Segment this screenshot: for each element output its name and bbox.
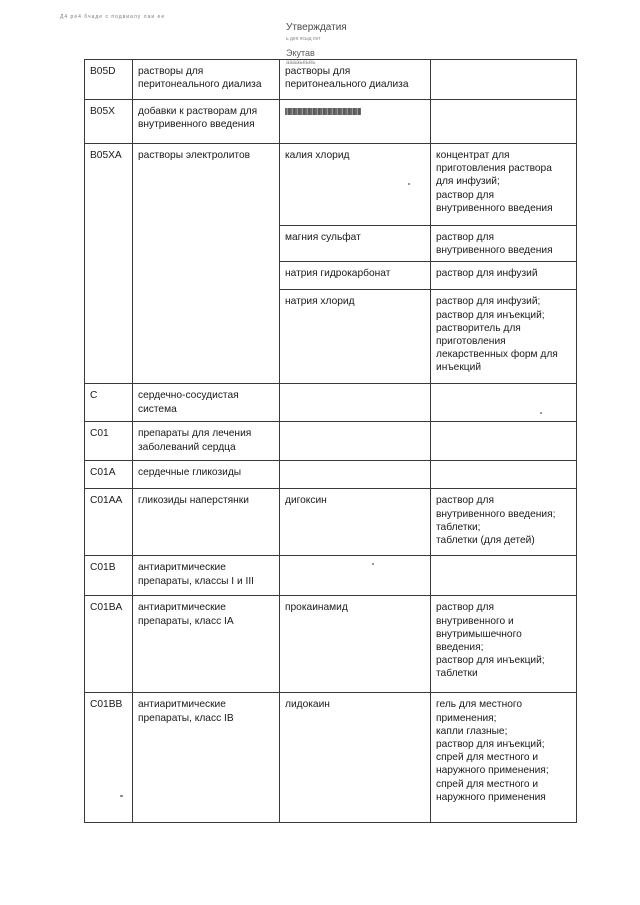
table-row: [85, 422, 577, 461]
cell-text-line: раствор для: [436, 189, 494, 201]
dosage-form-cell: [431, 144, 577, 226]
substance-name-cell: [280, 226, 431, 262]
cell-text-line: гель для местного: [436, 699, 523, 711]
atc-code-cell: C01A: [85, 461, 133, 489]
substance-name-cell: [280, 262, 431, 290]
substance-name-cell: [280, 596, 431, 693]
cell-text-line: приготовления: [436, 336, 506, 348]
cell-text-line: растворы для: [285, 66, 351, 77]
cell-text-line: система: [138, 403, 177, 415]
cell-text-line: для инфузий;: [436, 176, 500, 188]
cell-text-line: растворитель для: [436, 322, 521, 334]
substance-name-cell: [280, 489, 431, 556]
table-row: [85, 461, 577, 489]
cell-text-line: препараты, классы I и III: [138, 575, 254, 587]
atc-code-cell: B05D: [85, 60, 133, 100]
scan-speck: [408, 183, 410, 185]
cell-text-line: лидокаин: [285, 699, 330, 711]
atc-code-cell: C01BB: [85, 693, 133, 823]
cell-text-line: антиаритмические: [138, 602, 226, 614]
scan-speck: [120, 795, 123, 797]
atc-code-cell: C01BA: [85, 596, 133, 693]
substance-name-cell: [280, 100, 431, 144]
cell-text-line: таблетки: [436, 668, 478, 680]
dosage-form-cell: [431, 489, 577, 556]
cell-text-line: перитонеального диализа: [285, 79, 409, 91]
cell-text-line: раствор для: [436, 232, 494, 243]
anatomical-group-cell: [133, 100, 280, 144]
cell-text-line: сердечно-сосудистая: [138, 390, 239, 402]
cell-text-line: заболеваний сердца: [138, 441, 236, 453]
anatomical-group-cell: [133, 556, 280, 596]
dosage-form-cell: [431, 384, 577, 422]
dosage-form-cell: [431, 262, 577, 290]
table-row: [85, 100, 577, 144]
atc-code-cell: B05XA: [85, 144, 133, 384]
drug-classification-table: [84, 59, 577, 823]
table-body: [85, 60, 577, 823]
dosage-form-cell: [431, 226, 577, 262]
dosage-form-cell: [431, 556, 577, 596]
table-row: [85, 60, 577, 100]
cell-text-line: прокаинамид: [285, 602, 348, 614]
cell-text-line: приготовления раствора: [436, 163, 552, 175]
cell-text-line: внутривенного введения: [436, 202, 553, 214]
cell-text-line: калия хлорид: [285, 150, 350, 161]
cell-text-line: применения;: [436, 712, 497, 724]
cell-text-line: натрия хлорид: [285, 296, 355, 308]
approval-stamp-line-4: ааааьеьеь: [286, 60, 316, 66]
cell-text-line: раствор для инъекций;: [436, 309, 545, 321]
cell-text-line: таблетки;: [436, 521, 481, 533]
table-row: [85, 489, 577, 556]
atc-code-cell: C01: [85, 422, 133, 461]
cell-text-line: раствор для: [436, 495, 494, 507]
cell-text-line: введения;: [436, 642, 484, 654]
cell-text-line: раствор для инфузий: [436, 268, 538, 280]
dosage-form-cell: [431, 422, 577, 461]
cell-text-line: перитонеального диализа: [138, 79, 262, 91]
anatomical-group-cell: [133, 422, 280, 461]
cell-text-line: сердечные гликозиды: [138, 467, 242, 479]
cell-text-line: наружного применения: [436, 791, 546, 803]
cell-text-line: растворы для: [138, 66, 204, 77]
cell-text-line: лекарственных форм для: [436, 349, 558, 361]
atc-code-cell: B05X: [85, 100, 133, 144]
cell-text-line: антиаритмические: [138, 562, 226, 574]
substance-name-cell: [280, 60, 431, 100]
cell-text-line: натрия гидрокарбонат: [285, 268, 391, 280]
cell-text-line: антиаритмические: [138, 699, 226, 711]
dosage-form-cell: [431, 693, 577, 823]
cell-text-line: внутривенного и: [436, 615, 514, 627]
dosage-form-cell: [431, 100, 577, 144]
cell-text-line: инъекций: [436, 362, 482, 374]
cell-text-line: магния сульфат: [285, 232, 361, 243]
dosage-form-cell: [431, 60, 577, 100]
cell-text-line: раствор для инфузий;: [436, 296, 541, 308]
substance-name-cell: [280, 556, 431, 596]
cell-text-line: капли глазные;: [436, 725, 508, 737]
cell-text-line: концентрат для: [436, 150, 510, 161]
redaction-mark: [285, 108, 361, 115]
table-row: [85, 596, 577, 693]
approval-stamp-line-2: ь дея ясыд пнт: [286, 36, 321, 42]
table-row: [85, 693, 577, 823]
atc-code-cell: C: [85, 384, 133, 422]
atc-code-cell: C01AA: [85, 489, 133, 556]
cell-text-line: раствор для: [436, 602, 494, 614]
cell-text-line: раствор для инъекций;: [436, 739, 545, 751]
scan-speck: [372, 563, 374, 565]
cell-text-line: препараты для лечения: [138, 428, 252, 440]
cell-text-line: внутривенного введения: [436, 245, 553, 257]
substance-name-cell: [280, 693, 431, 823]
substance-name-cell: [280, 461, 431, 489]
dosage-form-cell: [431, 290, 577, 384]
cell-text-line: внутривенного введения;: [436, 508, 556, 520]
table-row: [85, 556, 577, 596]
cell-text-line: раствор для инъекций;: [436, 655, 545, 667]
cell-text-line: растворы электролитов: [138, 150, 251, 161]
cell-text-line: таблетки (для детей): [436, 535, 535, 547]
atc-code-cell: C01B: [85, 556, 133, 596]
cell-text-line: гликозиды наперстянки: [138, 495, 249, 507]
table-row: [85, 144, 577, 226]
approval-stamp-line-3: Экутав: [286, 48, 315, 58]
cell-text-line: наружного применения;: [436, 765, 549, 777]
scan-speck: [540, 412, 542, 414]
anatomical-group-cell: [133, 384, 280, 422]
dosage-form-cell: [431, 461, 577, 489]
header-faint-text: Д4 ре4 бчаде с подвиалу лаи ее: [60, 14, 166, 20]
cell-text-line: спрей для местного и: [436, 778, 539, 790]
anatomical-group-cell: [133, 461, 280, 489]
substance-name-cell: [280, 422, 431, 461]
anatomical-group-cell: [133, 596, 280, 693]
substance-name-cell: [280, 290, 431, 384]
anatomical-group-cell: [133, 489, 280, 556]
cell-text-line: препараты, класс IA: [138, 615, 234, 627]
table-row: [85, 384, 577, 422]
dosage-form-cell: [431, 596, 577, 693]
cell-text-line: внутривенного введения: [138, 119, 255, 131]
anatomical-group-cell: [133, 693, 280, 823]
anatomical-group-cell: [133, 144, 280, 384]
cell-text-line: спрей для местного и: [436, 752, 539, 764]
approval-stamp-line-1: Утверждатия: [286, 22, 347, 33]
cell-text-line: добавки к растворам для: [138, 106, 258, 117]
cell-text-line: внутримышечного: [436, 628, 522, 640]
cell-text-line: препараты, класс IB: [138, 712, 234, 724]
substance-name-cell: [280, 384, 431, 422]
cell-text-line: дигоксин: [285, 495, 327, 507]
anatomical-group-cell: [133, 60, 280, 100]
